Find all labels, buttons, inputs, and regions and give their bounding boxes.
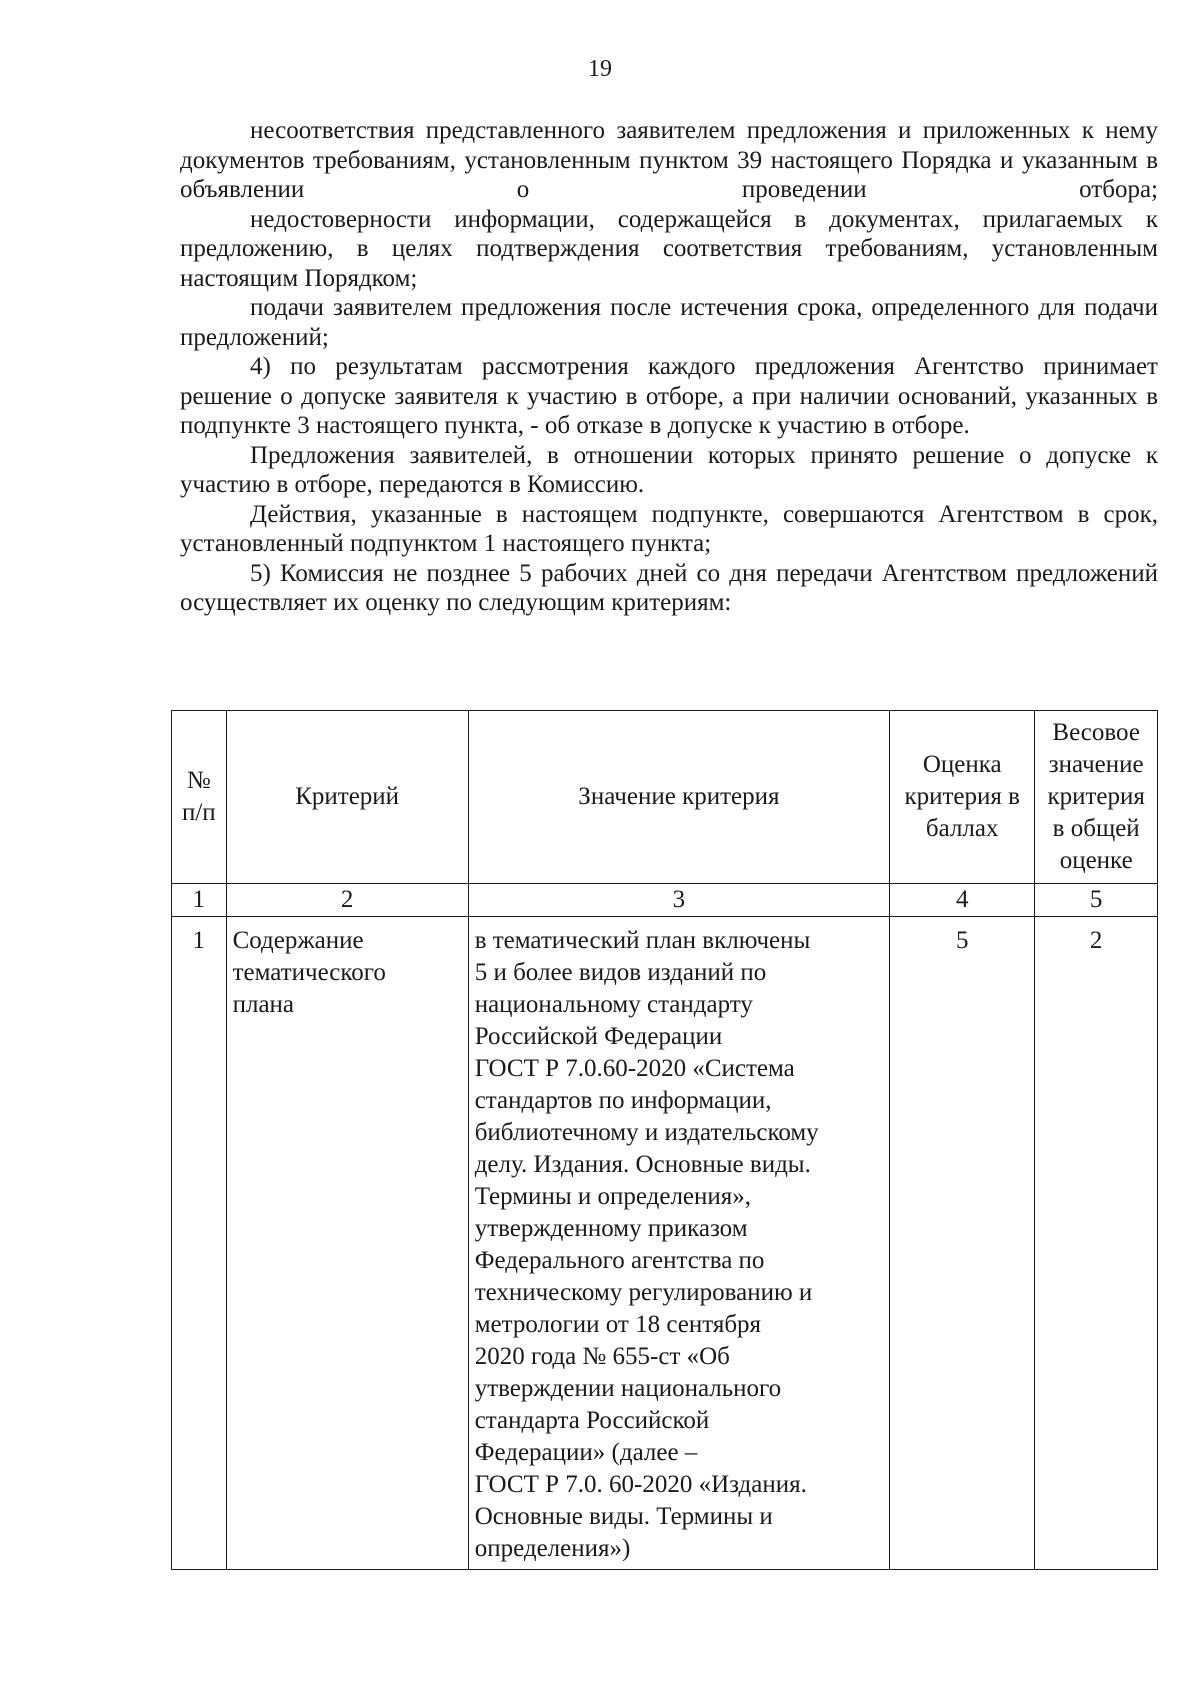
paragraph-mismatch: несоответствия представленного заявителем предложения и приложенных к нему документов требованиям, установленным пунктом 39 настоящего Порядка и указанным в объявлении о проведении отбора; (180, 117, 1158, 203)
row-score: 5 (890, 917, 1035, 1570)
page-number: 19 (588, 56, 612, 82)
header-criterion: Критерий (226, 711, 468, 884)
header-value: Значение критерия (468, 711, 889, 884)
paragraph-late-submission: подачи заявителем предложения после истечения срока, определенного для подачи предложений; (180, 294, 1158, 351)
header-score: Оценка критерия в баллах (890, 711, 1035, 884)
column-number: 1 (172, 884, 227, 917)
paragraph-item-4: 4) по результатам рассмотрения каждого предложения Агентство принимает решение о допуске заявителя к участию в отборе, а при наличии оснований, указанных в подпункте 3 настоящего пункта, - об отказе в допуске к участию в отборе. (180, 353, 1158, 439)
row-value: в тематический план включены 5 и более видов изданий по национальному стандарту Российской Федерации ГОСТ Р 7.0.60-2020 «Система стандартов по информации, библиотечному и издательскому делу. Издания. Основные виды. Термины и определения», утвержденному приказом Федерального агентства по техническому регулированию и метрологии от 18 сентября 2020 года № 655-ст «Об утверждении национального стандарта Российской Федерации» (далее – ГОСТ Р 7.0. 60-2020 «Издания. Основные виды. Термины и определения») (468, 917, 889, 1570)
paragraph-item-5: 5) Комиссия не позднее 5 рабочих дней со дня передачи Агентством предложений осуществляет их оценку по следующим критериям: (180, 559, 1158, 616)
header-num: № п/п (172, 711, 227, 884)
header-weight: Весовое значение критерия в общей оценке (1035, 711, 1158, 884)
table-row (172, 917, 1158, 1570)
column-number: 2 (226, 884, 468, 917)
body-text (180, 116, 1158, 618)
table-header-row (172, 711, 1158, 884)
paragraph-unreliable-info: недостоверности информации, содержащейся в документах, прилагаемых к предложению, в целях подтверждения соответствия требованиям, установленным настоящим Порядком; (180, 205, 1158, 292)
paragraph-admitted-proposals: Предложения заявителей, в отношении которых принято решение о допуске к участию в отборе, передаются в Комиссию. (180, 441, 1158, 498)
criteria-table (171, 710, 1158, 1570)
column-number: 4 (890, 884, 1035, 917)
paragraph-deadline: Действия, указанные в настоящем подпункте, совершаются Агентством в срок, установленный подпунктом 1 настоящего пункта; (180, 500, 1158, 557)
column-number: 5 (1035, 884, 1158, 917)
column-number: 3 (468, 884, 889, 917)
row-criterion: Содержание тематического плана (226, 917, 468, 1570)
row-weight: 2 (1035, 917, 1158, 1570)
column-number-row (172, 884, 1158, 917)
row-num: 1 (172, 917, 227, 1570)
